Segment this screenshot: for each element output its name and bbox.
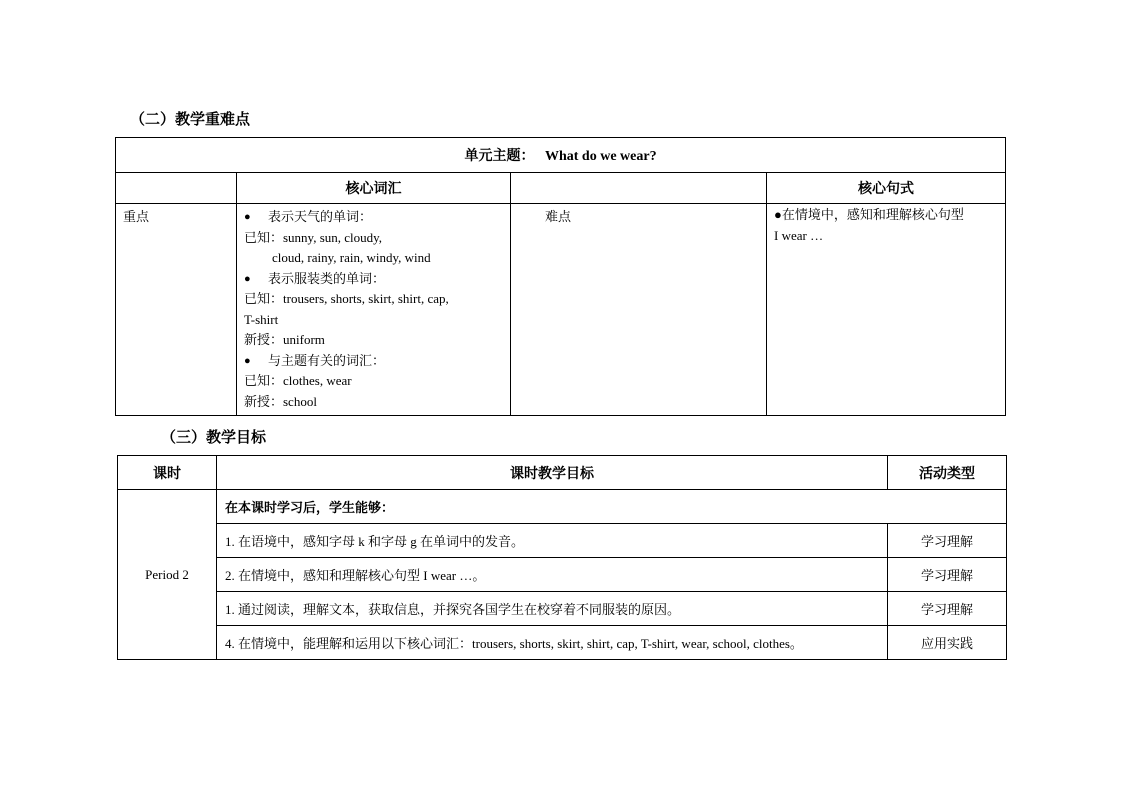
vocab-line: 已知：sunny, sun, cloudy,: [244, 229, 383, 245]
vocab-cell: [237, 204, 511, 416]
vocab-line: 新授：school: [244, 393, 317, 409]
vocab-line: T-shirt: [244, 311, 279, 327]
unit-theme-label: 单元主题：: [464, 149, 535, 164]
activity-type: 学习理解: [888, 592, 1007, 626]
goals-intro: 在本课时学习后，学生能够：: [217, 490, 1007, 524]
vocab-bullet-clothes: ● 表示服装类的单词：: [244, 269, 503, 290]
goal-text: 4. 在情境中，能理解和运用以下核心词汇：trousers, shorts, skirt, shirt, cap, T-shirt, wear, school, clothes。: [217, 626, 888, 660]
header-core-vocab: 核心词汇: [237, 173, 511, 204]
difficulty-label-cell: [511, 204, 767, 416]
difficulty-label: 难点: [545, 209, 572, 224]
header-goal: 课时教学目标: [217, 456, 888, 490]
vocab-line: 已知：trousers, shorts, skirt, shirt, cap,: [244, 291, 449, 306]
section-title-objectives: （三）教学目标: [161, 430, 267, 446]
goal-text: 1. 通过阅读，理解文本，获取信息，并探究各国学生在校穿着不同服装的原因。: [217, 592, 888, 626]
sentence-cell: [767, 204, 1006, 416]
period-cell: Period 2: [118, 490, 217, 660]
activity-type: 学习理解: [888, 524, 1007, 558]
header-core-sentence: 核心句式: [767, 173, 1006, 204]
vocab-bullet-theme: ● 与主题有关的词汇：: [244, 351, 503, 372]
goal-text: 1. 在语境中，感知字母 k 和字母 g 在单词中的发音。: [217, 524, 888, 558]
vocab-line: 新授：uniform: [244, 332, 325, 347]
vocab-line: cloud, rainy, rain, windy, wind: [272, 250, 431, 265]
key-points-table: [115, 137, 1006, 416]
sentence-line: I wear …: [774, 227, 824, 243]
unit-theme-cell: [116, 138, 1006, 173]
activity-type: 应用实践: [888, 626, 1007, 660]
vocab-line: 已知：clothes, wear: [244, 373, 352, 388]
header-period: 课时: [118, 456, 217, 490]
section-title-key-points: （二）教学重难点: [130, 112, 251, 128]
bullet-icon: ●: [244, 211, 251, 223]
bullet-icon: ●: [244, 272, 251, 285]
vocab-bullet-weather: ● 表示天气的单词：: [244, 207, 503, 228]
goal-text: 2. 在情境中，感知和理解核心句型 I wear …。: [217, 558, 888, 592]
sentence-line: ●在情境中，感知和理解核心句型: [774, 207, 964, 222]
unit-theme-value: What do we wear?: [544, 149, 657, 164]
objectives-table: [117, 455, 1007, 660]
activity-type: 学习理解: [888, 558, 1007, 592]
key-point-label: 重点: [123, 209, 150, 224]
header-type: 活动类型: [888, 456, 1007, 490]
bullet-icon: ●: [244, 354, 251, 367]
key-point-label-cell: [116, 204, 237, 416]
